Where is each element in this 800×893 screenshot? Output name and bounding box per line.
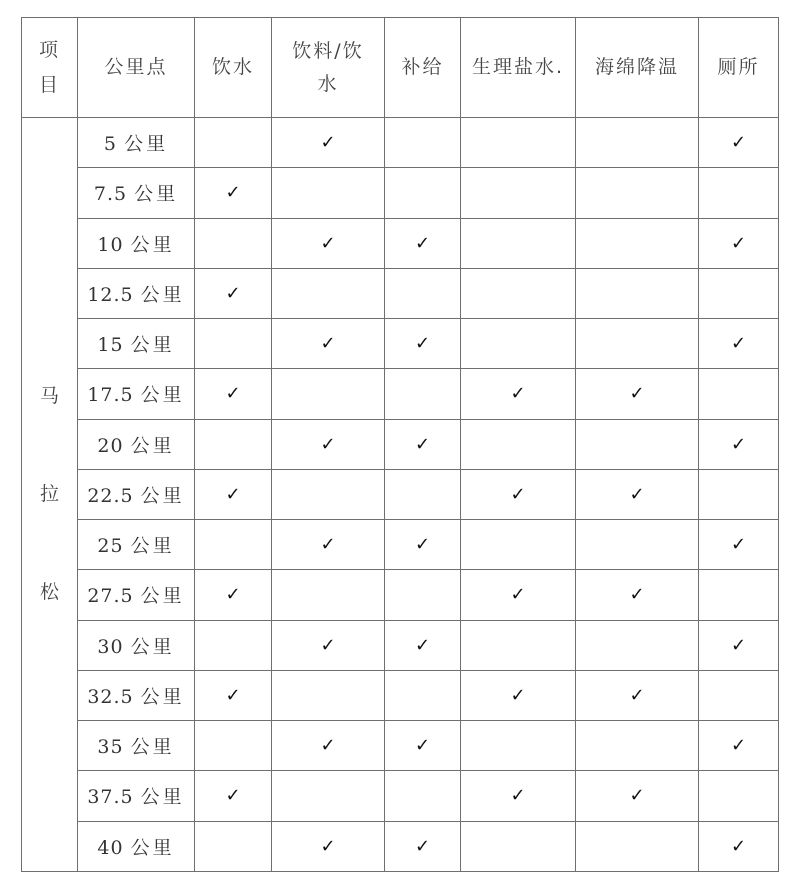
header-drink-water <box>272 18 385 118</box>
water-cell: ✓ <box>195 469 272 519</box>
saline-cell <box>461 319 576 369</box>
sponge-cooling-cell: ✓ <box>576 469 699 519</box>
sponge-cooling-cell: ✓ <box>576 771 699 821</box>
drink-water-cell <box>272 268 385 318</box>
saline-cell <box>461 620 576 670</box>
water-cell <box>195 821 272 871</box>
drink-water-cell: ✓ <box>272 419 385 469</box>
sponge-cooling-cell <box>576 419 699 469</box>
sponge-cooling-cell <box>576 168 699 218</box>
water-cell: ✓ <box>195 570 272 620</box>
km-point-cell: 25 公里 <box>78 520 195 570</box>
group-label-char: 拉 <box>39 482 59 505</box>
water-cell <box>195 620 272 670</box>
drink-water-cell <box>272 369 385 419</box>
supply-cell <box>385 469 461 519</box>
header-drink-water-line-2: 水 <box>317 72 339 95</box>
water-cell: ✓ <box>195 670 272 720</box>
saline-cell <box>461 419 576 469</box>
sponge-cooling-cell: ✓ <box>576 369 699 419</box>
header-item-line-2: 目 <box>38 73 60 96</box>
sponge-cooling-cell <box>576 319 699 369</box>
toilet-cell: ✓ <box>699 821 779 871</box>
saline-cell: ✓ <box>461 469 576 519</box>
header-drink-water-line-1: 饮料/饮 <box>292 40 364 63</box>
drink-water-cell <box>272 168 385 218</box>
km-point-cell: 15 公里 <box>78 319 195 369</box>
group-label-marathon <box>22 118 78 872</box>
km-point-cell: 32.5 公里 <box>78 670 195 720</box>
supply-cell: ✓ <box>385 218 461 268</box>
toilet-cell <box>699 369 779 419</box>
toilet-cell <box>699 670 779 720</box>
table-row <box>22 419 779 469</box>
table-row <box>22 570 779 620</box>
table-row <box>22 369 779 419</box>
saline-cell <box>461 268 576 318</box>
supply-cell <box>385 570 461 620</box>
saline-cell <box>461 118 576 168</box>
supply-cell <box>385 771 461 821</box>
header-item <box>22 18 78 118</box>
supply-cell: ✓ <box>385 319 461 369</box>
table-row <box>22 670 779 720</box>
toilet-cell: ✓ <box>699 118 779 168</box>
water-cell: ✓ <box>195 369 272 419</box>
toilet-cell: ✓ <box>699 620 779 670</box>
saline-cell: ✓ <box>461 570 576 620</box>
drink-water-cell: ✓ <box>272 218 385 268</box>
toilet-cell <box>699 268 779 318</box>
header-sponge-cooling: 海绵降温 <box>576 18 699 118</box>
km-point-cell: 22.5 公里 <box>78 469 195 519</box>
table-row <box>22 469 779 519</box>
sponge-cooling-cell <box>576 268 699 318</box>
water-cell <box>195 319 272 369</box>
km-point-cell: 35 公里 <box>78 721 195 771</box>
sponge-cooling-cell <box>576 721 699 771</box>
water-cell <box>195 419 272 469</box>
drink-water-cell <box>272 570 385 620</box>
km-point-cell: 40 公里 <box>78 821 195 871</box>
group-label-char: 松 <box>39 580 59 603</box>
sponge-cooling-cell: ✓ <box>576 670 699 720</box>
km-point-cell: 30 公里 <box>78 620 195 670</box>
table-row <box>22 168 779 218</box>
toilet-cell <box>699 771 779 821</box>
table-body <box>22 118 779 872</box>
supply-cell: ✓ <box>385 620 461 670</box>
toilet-cell: ✓ <box>699 520 779 570</box>
saline-cell: ✓ <box>461 670 576 720</box>
km-point-cell: 17.5 公里 <box>78 369 195 419</box>
table-row <box>22 319 779 369</box>
table-row <box>22 721 779 771</box>
drink-water-cell <box>272 469 385 519</box>
sponge-cooling-cell <box>576 218 699 268</box>
water-cell <box>195 218 272 268</box>
sponge-cooling-cell <box>576 520 699 570</box>
supply-cell: ✓ <box>385 721 461 771</box>
water-cell <box>195 520 272 570</box>
table-row <box>22 218 779 268</box>
km-point-cell: 37.5 公里 <box>78 771 195 821</box>
header-supply: 补给 <box>385 18 461 118</box>
saline-cell <box>461 821 576 871</box>
supply-cell <box>385 670 461 720</box>
saline-cell <box>461 721 576 771</box>
km-point-cell: 7.5 公里 <box>78 168 195 218</box>
saline-cell <box>461 520 576 570</box>
sponge-cooling-cell <box>576 118 699 168</box>
table-row <box>22 520 779 570</box>
supply-cell <box>385 268 461 318</box>
table-row <box>22 118 779 168</box>
toilet-cell <box>699 570 779 620</box>
supply-cell: ✓ <box>385 419 461 469</box>
drink-water-cell: ✓ <box>272 721 385 771</box>
saline-cell <box>461 168 576 218</box>
km-point-cell: 5 公里 <box>78 118 195 168</box>
water-cell <box>195 118 272 168</box>
toilet-cell <box>699 168 779 218</box>
table-row <box>22 771 779 821</box>
toilet-cell: ✓ <box>699 218 779 268</box>
toilet-cell <box>699 469 779 519</box>
toilet-cell: ✓ <box>699 721 779 771</box>
header-water: 饮水 <box>195 18 272 118</box>
km-point-cell: 12.5 公里 <box>78 268 195 318</box>
header-item-line-1: 项 <box>38 39 60 62</box>
supply-cell: ✓ <box>385 520 461 570</box>
supply-cell <box>385 369 461 419</box>
supply-cell <box>385 168 461 218</box>
drink-water-cell <box>272 670 385 720</box>
header-km-point: 公里点 <box>78 18 195 118</box>
marathon-supply-table <box>21 17 779 872</box>
drink-water-cell: ✓ <box>272 821 385 871</box>
header-toilet: 厕所 <box>699 18 779 118</box>
toilet-cell: ✓ <box>699 419 779 469</box>
sponge-cooling-cell <box>576 620 699 670</box>
saline-cell: ✓ <box>461 369 576 419</box>
km-point-cell: 20 公里 <box>78 419 195 469</box>
toilet-cell: ✓ <box>699 319 779 369</box>
table-row <box>22 268 779 318</box>
drink-water-cell <box>272 771 385 821</box>
saline-cell <box>461 218 576 268</box>
sponge-cooling-cell: ✓ <box>576 570 699 620</box>
drink-water-cell: ✓ <box>272 520 385 570</box>
table-row <box>22 821 779 871</box>
supply-cell <box>385 118 461 168</box>
km-point-cell: 10 公里 <box>78 218 195 268</box>
group-label-char: 马 <box>39 384 59 407</box>
supply-cell: ✓ <box>385 821 461 871</box>
drink-water-cell: ✓ <box>272 319 385 369</box>
water-cell: ✓ <box>195 771 272 821</box>
sponge-cooling-cell <box>576 821 699 871</box>
table-row <box>22 620 779 670</box>
drink-water-cell: ✓ <box>272 118 385 168</box>
water-cell: ✓ <box>195 168 272 218</box>
water-cell <box>195 721 272 771</box>
water-cell: ✓ <box>195 268 272 318</box>
km-point-cell: 27.5 公里 <box>78 570 195 620</box>
saline-cell: ✓ <box>461 771 576 821</box>
drink-water-cell: ✓ <box>272 620 385 670</box>
header-saline: 生理盐水. <box>461 18 576 118</box>
header-row <box>22 18 779 118</box>
